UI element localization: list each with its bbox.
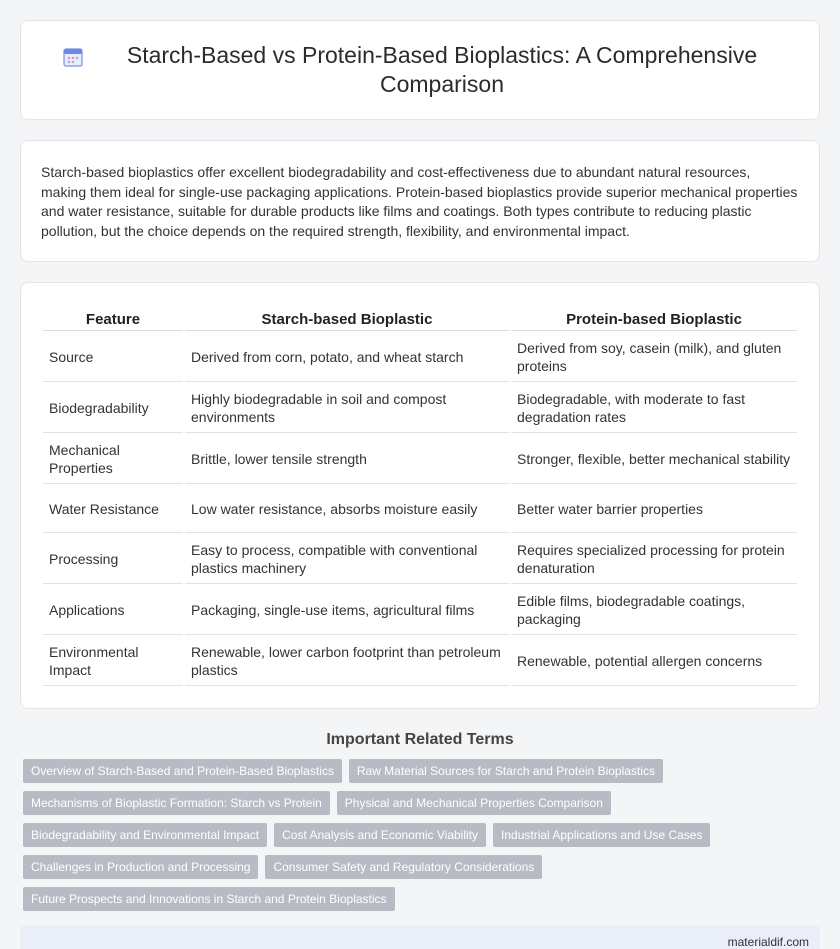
summary-text: Starch-based bioplastics offer excellent biodegradability and cost-effectiveness due to abundant natural resources, making them ideal for single-use packaging applications. Protein-based bioplastics provide superior mechanical properties and water resistance, suitable for durable products like films and coatings. Both types contribute to reducing plastic pollution, but the choice depends on the required strength, flexibility, and environmental impact. (41, 164, 798, 239)
table-row (43, 384, 797, 433)
related-term-link[interactable]: Mechanisms of Bioplastic Formation: Starch vs Protein (23, 791, 330, 815)
related-term-link[interactable]: Industrial Applications and Use Cases (493, 823, 710, 847)
site-link[interactable]: materialdif.com (727, 935, 809, 949)
table-row (43, 586, 797, 635)
feature-cell: Processing (43, 535, 183, 584)
protein-cell: Renewable, potential allergen concerns (511, 637, 797, 686)
header-protein: Protein-based Bioplastic (511, 307, 797, 331)
starch-cell: Low water resistance, absorbs moisture easily (185, 486, 509, 533)
related-term-link[interactable]: Future Prospects and Innovations in Starch and Protein Bioplastics (23, 887, 395, 911)
table-row (43, 637, 797, 686)
feature-cell: Mechanical Properties (43, 435, 183, 484)
protein-cell: Stronger, flexible, better mechanical stability (511, 435, 797, 484)
protein-cell: Requires specialized processing for protein denaturation (511, 535, 797, 584)
related-term-link[interactable]: Challenges in Production and Processing (23, 855, 258, 879)
protein-cell: Better water barrier properties (511, 486, 797, 533)
starch-cell: Brittle, lower tensile strength (185, 435, 509, 484)
comparison-table-card (20, 282, 820, 709)
related-term-link[interactable]: Physical and Mechanical Properties Comparison (337, 791, 611, 815)
header-starch: Starch-based Bioplastic (185, 307, 509, 331)
related-term-link[interactable]: Overview of Starch-Based and Protein-Based Bioplastics (23, 759, 342, 783)
table-row (43, 333, 797, 382)
protein-cell: Edible films, biodegradable coatings, packaging (511, 586, 797, 635)
footer (20, 926, 820, 949)
related-terms-list (23, 759, 820, 919)
feature-cell: Environmental Impact (43, 637, 183, 686)
related-term-link[interactable]: Raw Material Sources for Starch and Protein Bioplastics (349, 759, 663, 783)
table-row (43, 435, 797, 484)
protein-cell: Derived from soy, casein (milk), and gluten proteins (511, 333, 797, 382)
feature-cell: Applications (43, 586, 183, 635)
protein-cell: Biodegradable, with moderate to fast degradation rates (511, 384, 797, 433)
table-header-row (43, 307, 797, 331)
page-title: Starch-Based vs Protein-Based Bioplastics: A Comprehensive Comparison (126, 42, 758, 97)
header-feature: Feature (43, 307, 183, 331)
table-row (43, 535, 797, 584)
feature-cell: Biodegradability (43, 384, 183, 433)
feature-cell: Source (43, 333, 183, 382)
feature-cell: Water Resistance (43, 486, 183, 533)
comparison-table (41, 305, 799, 688)
table-row (43, 486, 797, 533)
calendar-icon (61, 45, 85, 69)
starch-cell: Renewable, lower carbon footprint than petroleum plastics (185, 637, 509, 686)
starch-cell: Highly biodegradable in soil and compost environments (185, 384, 509, 433)
related-term-link[interactable]: Biodegradability and Environmental Impact (23, 823, 267, 847)
related-terms-title: Important Related Terms (326, 731, 514, 748)
header-card (20, 20, 820, 120)
starch-cell: Packaging, single-use items, agricultural films (185, 586, 509, 635)
starch-cell: Derived from corn, potato, and wheat starch (185, 333, 509, 382)
starch-cell: Easy to process, compatible with conventional plastics machinery (185, 535, 509, 584)
related-term-link[interactable]: Cost Analysis and Economic Viability (274, 823, 486, 847)
related-term-link[interactable]: Consumer Safety and Regulatory Considerations (265, 855, 542, 879)
summary-card (20, 140, 820, 262)
